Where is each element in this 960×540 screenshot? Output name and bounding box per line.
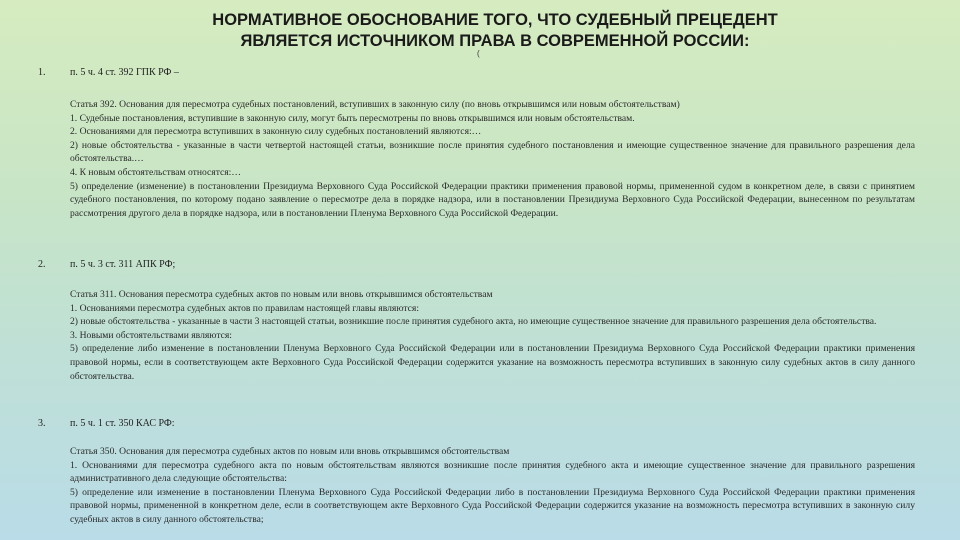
quote-line: Статья 392. Основания для пересмотра судебных постановлений, вступивших в законную силу (по вновь открывшимся или новым обстоятельствам) bbox=[70, 99, 680, 110]
law-quote bbox=[70, 288, 915, 383]
item-reference: п. 5 ч. 4 ст. 392 ГПК РФ – bbox=[70, 67, 179, 78]
quote-line: 4. К новым обстоятельствам относятся:… bbox=[70, 166, 241, 178]
slide-title-text: НОРМАТИВНОЕ ОБОСНОВАНИЕ ТОГО, ЧТО СУДЕБНЫЙ ПРЕЦЕДЕНТ ЯВЛЯЕТСЯ ИСТОЧНИКОМ ПРАВА В СОВРЕМЕННОЙ РОССИИ: bbox=[212, 11, 778, 50]
quote-line: 3. Новыми обстоятельствами являются: bbox=[70, 329, 232, 341]
law-quote bbox=[70, 445, 915, 527]
quote-line: 2) новые обстоятельства - указанные в части четвертой настоящей статьи, возникшие после принятия судебного постановления и имеющие существенное значение для правильного разрешения дела обстоятельства.… bbox=[70, 139, 915, 165]
quote-line: 5) определение либо изменение в постановлении Пленума Верховного Суда Российской Федерации или в постановлении Президиума Верховного Суда Российской Федерации практики применения правовой нормы, если в соответствующем акте Верховного Суда Российской Федерации содержится указание на возможность пересмотра вступивших в законную силу судебных актов в силу данного обстоятельства. bbox=[70, 343, 915, 382]
quote-line: 2. Основаниями для пересмотра вступивших в законную силу судебных постановлений являются:… bbox=[70, 126, 482, 138]
slide-title bbox=[195, 10, 795, 58]
quote-line: Статья 311. Основания пересмотра судебных актов по новым или вновь открывшимся обстоятельствам bbox=[70, 289, 493, 300]
quote-line: 5) определение или изменение в постановлении Пленума Верховного Суда Российской Федерации либо в постановлении Президиума Верховного Суда Российской Федерации практики применения правовой нормы, примененной в конкретном деле, если в соответствующем акте Верховного Суда Российской Федерации содержится указание на возможность пересмотра вступивших в законную силу судебных актов в силу данного обстоятельства; bbox=[70, 486, 915, 525]
quote-line: 1. Судебные постановления, вступившие в законную силу, могут быть пересмотрены по вновь открывшимся или новым обстоятельствам. bbox=[70, 112, 635, 124]
quote-line: 1. Основаниями для пересмотра судебного акта по новым обстоятельствам являются возникшие после принятия судебного акта и имеющие существенное значение для правильного разрешения административного дела следующие обстоятельства: bbox=[70, 459, 915, 485]
item-number: 1. bbox=[38, 67, 46, 78]
item-number: 2. bbox=[38, 259, 46, 270]
quote-line: 5) определение (изменение) в постановлении Президиума Верховного Суда Российской Федерации практики применения правовой нормы, примененной судом в конкретном деле, в связи с принятием судебного постановления, по которому подано заявление о пересмотре дела в порядке надзора, или в постановлении Президиума Верховного Суда Российской Федерации, вынесенном по результатам рассмотрения другого дела в порядке надзора, или в постановлении Пленума Верховного Суда Российской Федерации. bbox=[70, 180, 915, 219]
quote-line: 2) новые обстоятельства - указанные в части 3 настоящей статьи, возникшие после принятия судебного акта, но имеющие существенное значение для правильного разрешения дела обстоятельства. bbox=[70, 316, 877, 328]
item-reference: п. 5 ч. 1 ст. 350 КАС РФ: bbox=[70, 418, 175, 429]
law-quote bbox=[70, 98, 915, 220]
quote-line: 1. Основаниями пересмотра судебных актов по правилам настоящей главы являются: bbox=[70, 302, 419, 314]
item-reference: п. 5 ч. 3 ст. 311 АПК РФ; bbox=[70, 259, 176, 270]
title-cursor-mark: ( bbox=[477, 49, 480, 58]
item-number: 3. bbox=[38, 418, 46, 429]
quote-line: Статья 350. Основания для пересмотра судебных актов по новым или вновь открывшимся обстоятельствам bbox=[70, 446, 510, 457]
